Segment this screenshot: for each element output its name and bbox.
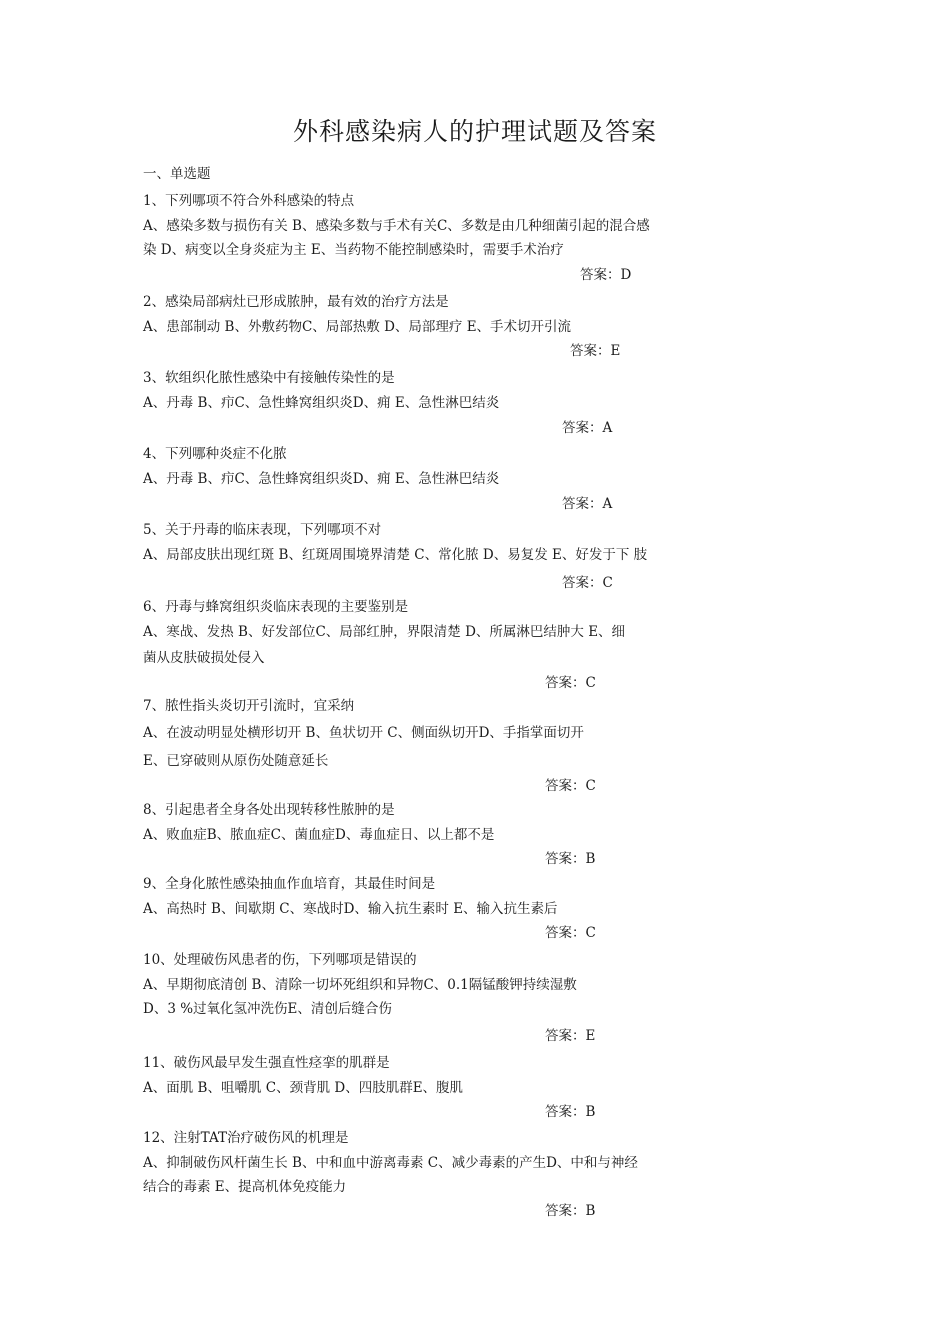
question-5-options-line-1: A、局部皮肤出现红斑 B、红斑周围境界清楚 C、常化脓 D、易复发 E、好发于下 肢: [143, 547, 648, 563]
page-title: 外科感染病人的护理试题及答案: [292, 117, 657, 146]
question-2-answer: 答案：E: [570, 343, 621, 359]
question-1-options-line-2: 染 D、病变以全身炎症为主 E、当药物不能控制感染时，需要手术治疗: [143, 242, 564, 258]
question-6-options-line-2: 菌从皮肤破损处侵入: [143, 650, 265, 666]
question-11-answer: 答案：B: [545, 1104, 596, 1120]
question-4-options-line-1: A、丹毒 B、疖C、急性蜂窝组织炎D、痈 E、急性淋巴结炎: [143, 471, 500, 487]
question-2: 2、感染局部病灶已形成脓肿，最有效的治疗方法是: [143, 294, 449, 310]
question-6-options-line-1: A、寒战、发热 B、好发部位C、局部红肿，界限清楚 D、所属淋巴结肿大 E、细: [143, 624, 626, 640]
question-10: 10、处理破伤风患者的伤，下列哪项是错误的: [143, 952, 417, 968]
question-7-options-line-2: E、已穿破则从原伤处随意延长: [143, 753, 329, 769]
question-9: 9、全身化脓性感染抽血作血培育，其最佳时间是: [143, 876, 436, 892]
question-6: 6、丹毒与蜂窝组织炎临床表现的主要鉴别是: [143, 599, 409, 615]
question-12-options-line-2: 结合的毒素 E、提高机体免疫能力: [143, 1179, 347, 1195]
question-5-answer: 答案：C: [562, 575, 613, 591]
question-5: 5、关于丹毒的临床表现，下列哪项不对: [143, 522, 382, 538]
question-1-answer: 答案：D: [580, 267, 632, 283]
question-3-options-line-1: A、丹毒 B、疖C、急性蜂窝组织炎D、痈 E、急性淋巴结炎: [143, 395, 500, 411]
question-7-answer: 答案：C: [545, 778, 596, 794]
question-8: 8、引起患者全身各处出现转移性脓肿的是: [143, 802, 395, 818]
question-12-answer: 答案：B: [545, 1203, 596, 1219]
question-12-options-line-1: A、抑制破伤风杆菌生长 B、中和血中游离毒素 C、减少毒素的产生D、中和与神经: [143, 1155, 638, 1171]
question-1: 1、下列哪项不符合外科感染的特点: [143, 193, 355, 209]
question-9-answer: 答案：C: [545, 925, 596, 941]
question-11: 11、破伤风最早发生强直性痉挛的肌群是: [143, 1055, 390, 1071]
question-8-answer: 答案：B: [545, 851, 596, 867]
question-2-options-line-1: A、患部制动 B、外敷药物C、局部热敷 D、局部理疗 E、手术切开引流: [143, 319, 572, 335]
question-10-answer: 答案：E: [545, 1028, 596, 1044]
section-heading: 一、单选题: [143, 166, 211, 182]
question-7-options-line-1: A、在波动明显处横形切开 B、鱼状切开 C、侧面纵切开D、手指掌面切开: [143, 725, 584, 741]
question-8-options-line-1: A、败血症B、脓血症C、菌血症D、毒血症日、以上都不是: [143, 827, 495, 843]
question-9-options-line-1: A、高热时 B、间歇期 C、寒战时D、输入抗生素时 E、输入抗生素后: [143, 901, 558, 917]
question-6-answer: 答案：C: [545, 675, 596, 691]
question-4: 4、下列哪种炎症不化脓: [143, 446, 287, 462]
question-7: 7、脓性指头炎切开引流时，宜采纳: [143, 698, 355, 714]
question-11-options-line-1: A、面肌 B、咀嚼肌 C、颈背肌 D、四肢肌群E、腹肌: [143, 1080, 464, 1096]
question-4-answer: 答案：A: [562, 496, 613, 512]
question-1-options-line-1: A、感染多数与损伤有关 B、感染多数与手术有关C、多数是由几种细菌引起的混合感: [143, 218, 650, 234]
question-12: 12、注射TAT治疗破伤风的机理是: [143, 1130, 349, 1146]
question-3: 3、软组织化脓性感染中有接触传染性的是: [143, 370, 395, 386]
question-3-answer: 答案：A: [562, 420, 613, 436]
question-10-options-line-1: A、早期彻底清创 B、清除一切坏死组织和异物C、0.1隔锰酸钾持续湿敷: [143, 977, 577, 993]
question-10-options-line-2: D、3 %过氧化氢冲洗伤E、清创后缝合伤: [143, 1001, 392, 1017]
